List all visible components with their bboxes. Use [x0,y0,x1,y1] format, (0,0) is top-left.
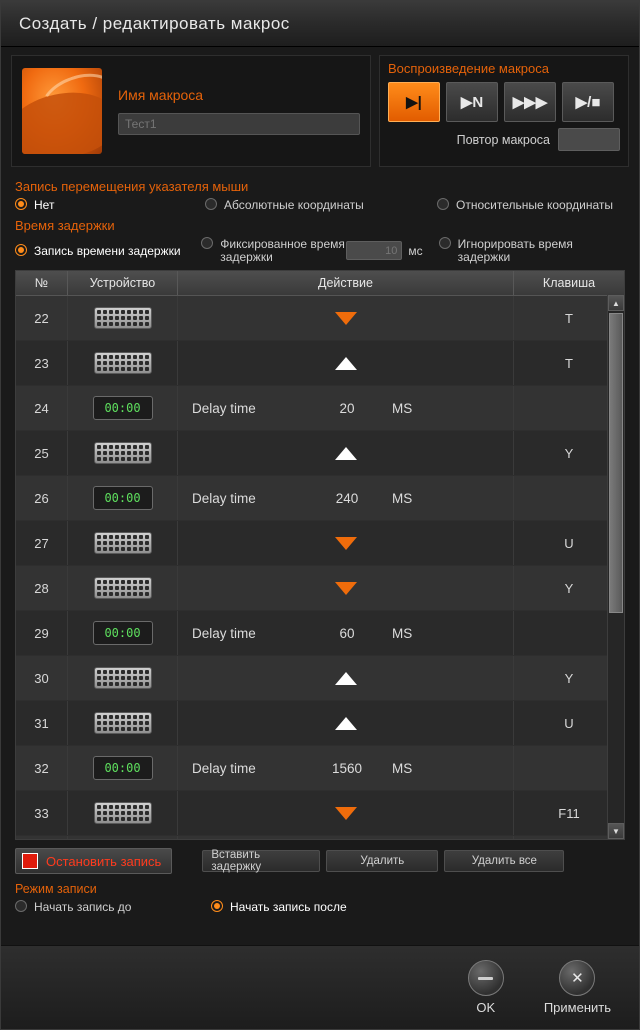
delay-value: 60 [339,625,355,641]
row-number: 29 [16,611,68,655]
triangle-down-icon [335,807,357,820]
clock-icon: 00:00 [93,396,153,420]
play-n-times-button[interactable]: ▶N [446,82,498,122]
radio-icon [205,198,217,210]
table-row[interactable] [16,611,624,656]
row-key: T [565,310,573,326]
delay-value: 1560 [331,760,363,776]
delay-value: 20 [339,400,355,416]
radio-record-after[interactable] [211,900,347,914]
keyboard-icon [94,577,152,599]
table-body[interactable] [16,296,624,840]
action-key-release [178,701,514,745]
delay-value: 240 [335,490,359,506]
row-key: Y [564,670,574,686]
row-key: T [565,355,573,371]
play-toggle-button[interactable]: ▶/■ [562,82,614,122]
radio-no-mouse[interactable] [15,198,205,212]
scroll-down-button[interactable]: ▼ [608,823,624,839]
row-number: 23 [16,341,68,385]
table-row[interactable] [16,521,624,566]
radio-fixed-delay[interactable] [201,237,346,264]
delay-clock-icon [68,476,178,520]
ok-button[interactable] [468,960,504,1015]
macro-name-panel [11,55,371,167]
app-logo-icon [22,68,102,154]
delay-unit: MS [392,400,413,416]
row-number [16,836,68,840]
play-fast-button[interactable]: ▶▶▶ [504,82,556,122]
action-key-release [178,341,514,385]
table-row[interactable] [16,476,624,521]
row-number: 26 [16,476,68,520]
insert-delay-button[interactable]: Вставить задержку [202,850,320,872]
delete-all-button[interactable]: Удалить все [444,850,564,872]
table-row[interactable] [16,746,624,791]
fixed-delay-input[interactable] [346,241,402,260]
clock-icon: 00:00 [93,621,153,645]
action-delay [178,611,514,655]
triangle-up-icon [335,717,357,730]
radio-label: Абсолютные координаты [224,198,364,212]
action-delay [178,836,514,840]
repeat-count-input[interactable] [558,128,620,151]
table-row[interactable] [16,566,624,611]
clock-icon: 00:00 [93,756,153,780]
delay-unit: MS [392,490,413,506]
macro-name-label: Имя макроса [118,87,204,103]
radio-label: Фиксированное время задержки [220,237,345,264]
playback-title: Воспроизведение макроса [388,61,549,76]
table-row[interactable] [16,836,624,840]
delay-clock-icon [68,746,178,790]
action-delay [178,386,514,430]
radio-icon [439,237,451,249]
action-key-press [178,566,514,610]
delay-label: Delay time [192,490,256,506]
repeat-label: Повтор макроса [456,132,550,147]
table-row[interactable] [16,341,624,386]
playback-panel [379,55,629,167]
action-delay [178,476,514,520]
header-key: Клавиша [542,276,596,290]
radio-icon [201,237,213,249]
keyboard-device-icon [68,791,178,835]
row-key: U [564,535,574,551]
delay-section [1,218,639,264]
mouse-recording-title: Запись перемещения указателя мыши [15,179,249,194]
action-delay [178,746,514,790]
table-row[interactable] [16,431,624,476]
stop-record-label: Остановить запись [46,853,162,869]
clock-icon: 00:00 [93,486,153,510]
radio-label: Запись времени задержки [34,243,181,258]
delay-title: Время задержки [15,218,115,233]
action-key-press [178,296,514,340]
triangle-up-icon [335,357,357,370]
window-title: Создать / редактировать макрос [19,13,290,33]
scroll-up-button[interactable]: ▲ [608,295,624,311]
action-key-press [178,521,514,565]
delay-unit: MS [392,625,413,641]
triangle-up-icon [335,447,357,460]
row-key: Y [564,580,574,596]
radio-record-before[interactable] [15,900,211,914]
apply-button[interactable] [544,960,611,1015]
row-number: 28 [16,566,68,610]
keyboard-icon [94,712,152,734]
table-row[interactable] [16,791,624,836]
delay-label: Delay time [192,400,256,416]
delay-options [15,237,625,264]
repeat-row [388,128,620,151]
radio-absolute-coords[interactable] [205,198,437,212]
mouse-recording-section [1,179,639,212]
header-device: Устройство [68,271,178,295]
apply-icon: ✕ [559,960,595,996]
top-panel [1,47,639,173]
ok-icon [468,960,504,996]
triangle-up-icon [335,672,357,685]
row-key: F11 [558,805,580,821]
record-controls [15,848,625,874]
row-number: 25 [16,431,68,475]
radio-icon [211,900,223,912]
keyboard-device-icon [68,521,178,565]
radio-icon [437,198,449,210]
keyboard-icon [94,352,152,374]
table-scrollbar[interactable] [607,295,624,839]
header-action: Действие [178,271,514,295]
action-key-release [178,431,514,475]
keyboard-icon [94,667,152,689]
mouse-recording-options [15,198,625,212]
radio-relative-coords[interactable] [437,198,613,212]
delay-label: Delay time [192,625,256,641]
delay-label: Delay time [192,760,256,776]
keyboard-device-icon [68,566,178,610]
header-number: № [16,271,68,295]
radio-icon [15,198,27,210]
table-header-row [16,271,624,296]
triangle-down-icon [335,582,357,595]
apply-label: Применить [543,1000,611,1015]
table-row[interactable] [16,701,624,746]
macro-steps-table [15,270,625,840]
row-number: 22 [16,296,68,340]
radio-label: Игнорировать время задержки [457,237,573,264]
macro-name-input[interactable] [118,113,360,135]
keyboard-device-icon [68,296,178,340]
keyboard-device-icon [68,701,178,745]
keyboard-device-icon [68,341,178,385]
scroll-thumb[interactable] [609,313,623,613]
title-bar [1,1,639,47]
row-number: 27 [16,521,68,565]
stop-icon [22,853,38,869]
table-row[interactable] [16,386,624,431]
keyboard-device-icon [68,656,178,700]
table-row[interactable] [16,296,624,341]
play-once-button[interactable]: ▶| [388,82,440,122]
radio-ignore-delay[interactable] [439,237,625,264]
record-mode-title: Режим записи [15,882,97,896]
playback-buttons [388,82,620,122]
radio-label: Начать запись после [230,900,347,914]
row-number: 32 [16,746,68,790]
triangle-down-icon [335,537,357,550]
keyboard-icon [94,442,152,464]
radio-icon [15,900,27,912]
radio-label: Нет [34,198,55,212]
delete-button[interactable]: Удалить [326,850,438,872]
stop-record-button[interactable] [15,848,172,874]
delay-clock-icon [68,836,178,840]
keyboard-icon [94,532,152,554]
delay-clock-icon [68,611,178,655]
delay-unit-label: мс [408,243,423,258]
radio-record-delay[interactable] [15,244,201,258]
row-key: U [564,715,574,731]
delay-unit: MS [392,760,413,776]
radio-label: Относительные координаты [456,198,613,212]
keyboard-icon [94,802,152,824]
row-number: 24 [16,386,68,430]
action-key-press [178,791,514,835]
triangle-down-icon [335,312,357,325]
radio-label: Начать запись до [34,900,132,914]
action-key-release [178,656,514,700]
delay-clock-icon [68,386,178,430]
radio-icon [15,244,27,256]
row-number: 33 [16,791,68,835]
ok-label: OK [476,1000,496,1015]
row-number: 31 [16,701,68,745]
record-mode-options [15,900,639,914]
table-row[interactable] [16,656,624,701]
row-number: 30 [16,656,68,700]
keyboard-icon [94,307,152,329]
row-key: Y [564,445,574,461]
keyboard-device-icon [68,431,178,475]
footer-bar [1,945,639,1029]
